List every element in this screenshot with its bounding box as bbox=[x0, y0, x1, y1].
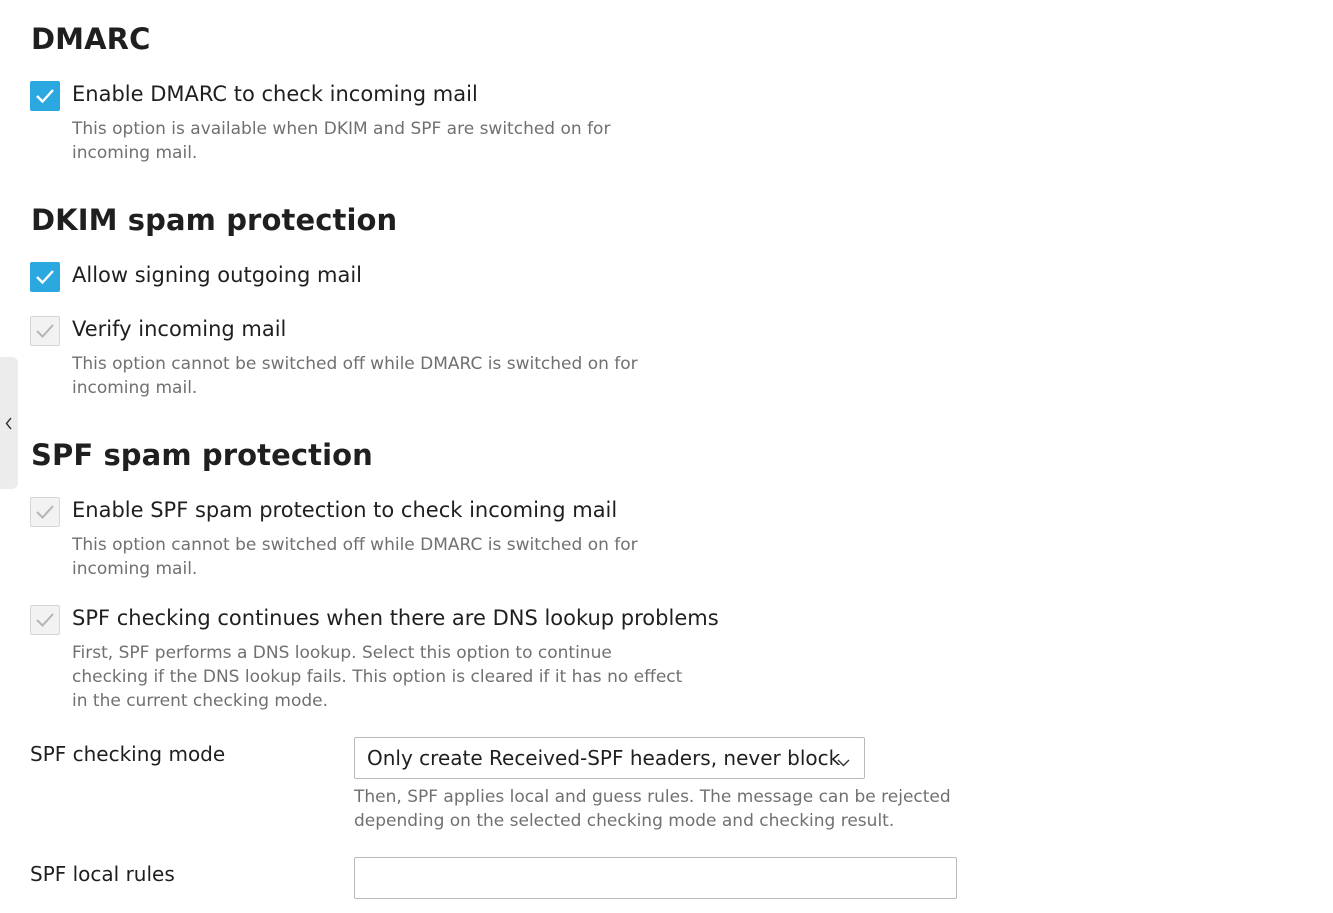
enable-dmarc-label[interactable]: Enable DMARC to check incoming mail bbox=[72, 82, 478, 106]
hint-line: This option is available when DKIM and SPF are switched on for bbox=[72, 119, 611, 139]
enable-dmarc-checkbox[interactable] bbox=[30, 81, 60, 111]
chevron-left-icon bbox=[5, 417, 13, 430]
check-icon bbox=[35, 88, 55, 104]
hint-line: incoming mail. bbox=[72, 378, 198, 398]
spf-checking-mode-value: Only create Received-SPF headers, never block bbox=[367, 746, 841, 770]
spf-local-rules-label: SPF local rules bbox=[30, 862, 175, 886]
sidebar-collapse-button[interactable] bbox=[0, 357, 18, 489]
spf-local-rules-input[interactable] bbox=[354, 857, 957, 899]
hint-line: incoming mail. bbox=[72, 143, 198, 163]
spf-dns-continue-label: SPF checking continues when there are DNS lookup problems bbox=[72, 606, 719, 630]
chevron-down-icon bbox=[837, 752, 850, 771]
verify-incoming-checkbox bbox=[30, 316, 60, 346]
hint-line: First, SPF performs a DNS lookup. Select this option to continue bbox=[72, 643, 612, 663]
check-icon bbox=[35, 504, 55, 520]
spf-checking-mode-hint bbox=[354, 785, 974, 833]
hint-line: Then, SPF applies local and guess rules. The message can be rejected bbox=[354, 787, 951, 807]
hint-line: This option cannot be switched off while DMARC is switched on for bbox=[72, 535, 638, 555]
enable-spf-label: Enable SPF spam protection to check incoming mail bbox=[72, 498, 618, 522]
check-icon bbox=[35, 612, 55, 628]
spf-checking-mode-select[interactable] bbox=[354, 737, 865, 779]
hint-line: checking if the DNS lookup fails. This option is cleared if it has no effect bbox=[72, 667, 683, 687]
verify-incoming-hint bbox=[72, 352, 638, 400]
spf-dns-continue-checkbox bbox=[30, 605, 60, 635]
hint-line: incoming mail. bbox=[72, 559, 198, 579]
allow-signing-checkbox[interactable] bbox=[30, 262, 60, 292]
enable-dmarc-hint bbox=[72, 117, 610, 165]
dkim-section-title: DKIM spam protection bbox=[31, 203, 398, 237]
dmarc-section-title: DMARC bbox=[31, 22, 151, 56]
hint-line: in the current checking mode. bbox=[72, 691, 329, 711]
hint-line: depending on the selected checking mode and checking result. bbox=[354, 811, 895, 831]
verify-incoming-label: Verify incoming mail bbox=[72, 317, 287, 341]
allow-signing-label[interactable]: Allow signing outgoing mail bbox=[72, 263, 363, 287]
check-icon bbox=[35, 323, 55, 339]
spf-section-title: SPF spam protection bbox=[31, 438, 373, 472]
check-icon bbox=[35, 269, 55, 285]
hint-line: This option cannot be switched off while DMARC is switched on for bbox=[72, 354, 638, 374]
enable-spf-checkbox bbox=[30, 497, 60, 527]
spf-dns-continue-hint bbox=[72, 641, 682, 713]
spf-checking-mode-label: SPF checking mode bbox=[30, 742, 226, 766]
enable-spf-hint bbox=[72, 533, 638, 581]
